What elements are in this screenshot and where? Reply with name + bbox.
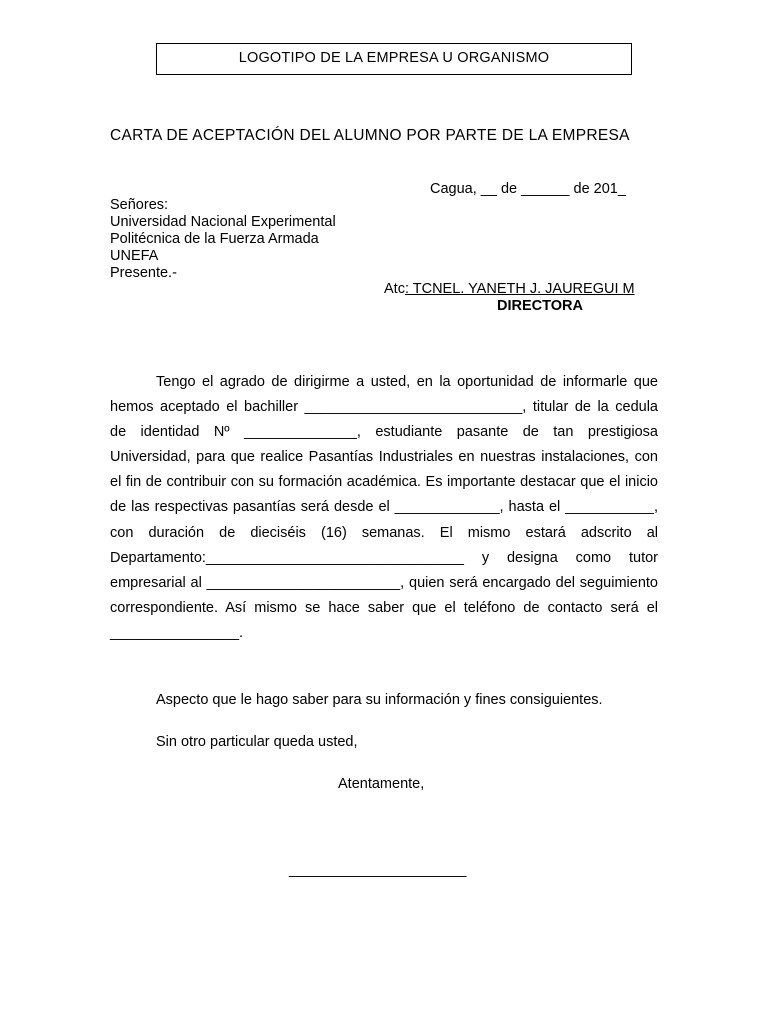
- letter-body: Tengo el agrado de dirigirme a usted, en la oportunidad de informarle que hemos aceptado el bachiller ___________________________, titular de la cedula de identidad Nº ______________, estudiante pasante de tan prestigiosa Universidad, para que realice Pasantías Industriales en nuestras instalaciones, con el fin de contribuir con su formación académica. Es importante destacar que el inicio de las respectivas pasantías será desde el _____________, hasta el ___________, con duración de dieciséis (16) semanas. El mismo estará adscrito al Departamento:________________________________ y designa como tutor empresarial al ________________________, quien será encargado del seguimiento correspondiente. Así mismo se hace saber que el teléfono de contacto será el ________________.: [110, 374, 658, 641]
- recipient-salutation: Señores:: [110, 197, 169, 213]
- recipient-block: [110, 197, 336, 282]
- closing-paragraph-2: Sin otro particular queda usted,: [156, 734, 358, 750]
- recipient-line-1: Universidad Nacional Experimental: [110, 214, 336, 230]
- closing-regards: Atentamente,: [338, 776, 425, 792]
- signature-line: ______________________: [289, 862, 467, 878]
- closing-paragraph-1: Aspecto que le hago saber para su información y fines consiguientes.: [156, 692, 603, 708]
- date-line: Cagua, __ de ______ de 201_: [430, 181, 626, 197]
- logo-placeholder-text: LOGOTIPO DE LA EMPRESA U ORGANISMO: [238, 50, 550, 66]
- logo-placeholder-box: [156, 43, 632, 75]
- attention-prefix: Atc: [384, 281, 405, 297]
- attention-line: [384, 281, 635, 297]
- recipient-line-3: UNEFA: [110, 248, 159, 264]
- letter-title: CARTA DE ACEPTACIÓN DEL ALUMNO POR PARTE DE LA EMPRESA: [110, 127, 630, 144]
- attention-name: : TCNEL. YANETH J. JAUREGUI M: [404, 281, 635, 297]
- recipient-line-4: Presente.-: [110, 265, 177, 281]
- attention-role: DIRECTORA: [497, 298, 583, 314]
- recipient-line-2: Politécnica de la Fuerza Armada: [110, 231, 319, 247]
